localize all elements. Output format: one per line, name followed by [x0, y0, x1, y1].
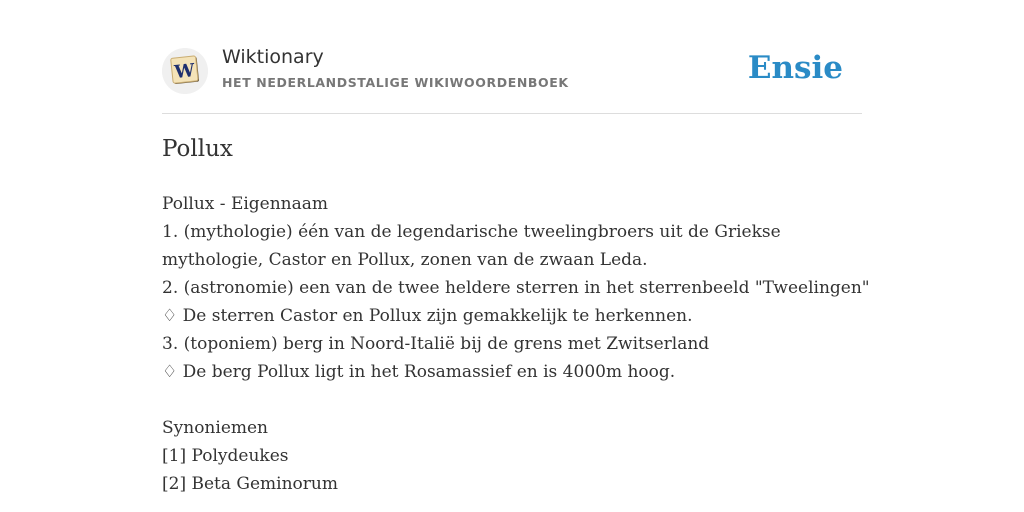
header — [162, 44, 862, 104]
entry-content — [162, 190, 870, 498]
synonym-item: [2] Beta Geminorum — [162, 474, 338, 494]
entry-line-definition-1: 1. (mythologie) één van de legendarische tweelingbroers uit de Griekse — [162, 222, 781, 242]
site-name[interactable]: Wiktionary — [222, 46, 324, 68]
entry-line-part-of-speech: Pollux - Eigennaam — [162, 194, 329, 214]
site-tagline: HET NEDERLANDSTALIGE WIKIWOORDENBOEK — [222, 75, 569, 90]
entry-line-definition-2: 2. (astronomie) een van de twee heldere sterren in het sterrenbeeld "Tweelingen" — [162, 278, 870, 298]
header-divider — [162, 113, 862, 114]
entry-line-definition-1-cont: mythologie, Castor en Pollux, zonen van de zwaan Leda. — [162, 250, 648, 270]
entry-line-example-3: ♢ De berg Pollux ligt in het Rosamassief en is 4000m hoog. — [162, 362, 676, 382]
entry-line-example-2: ♢ De sterren Castor en Pollux zijn gemakkelijk te herkennen. — [162, 306, 693, 326]
synonyms-heading: Synoniemen — [162, 418, 269, 438]
wiktionary-logo-icon[interactable] — [162, 48, 208, 94]
entry-line-definition-3: 3. (toponiem) berg in Noord-Italië bij de grens met Zwitserland — [162, 334, 710, 354]
ensie-brand-logo[interactable]: Ensie — [747, 50, 843, 86]
blank-line — [162, 386, 862, 414]
svg-text:W: W — [173, 60, 196, 84]
synonym-item: [1] Polydeukes — [162, 446, 289, 466]
page-title: Pollux — [162, 136, 233, 162]
